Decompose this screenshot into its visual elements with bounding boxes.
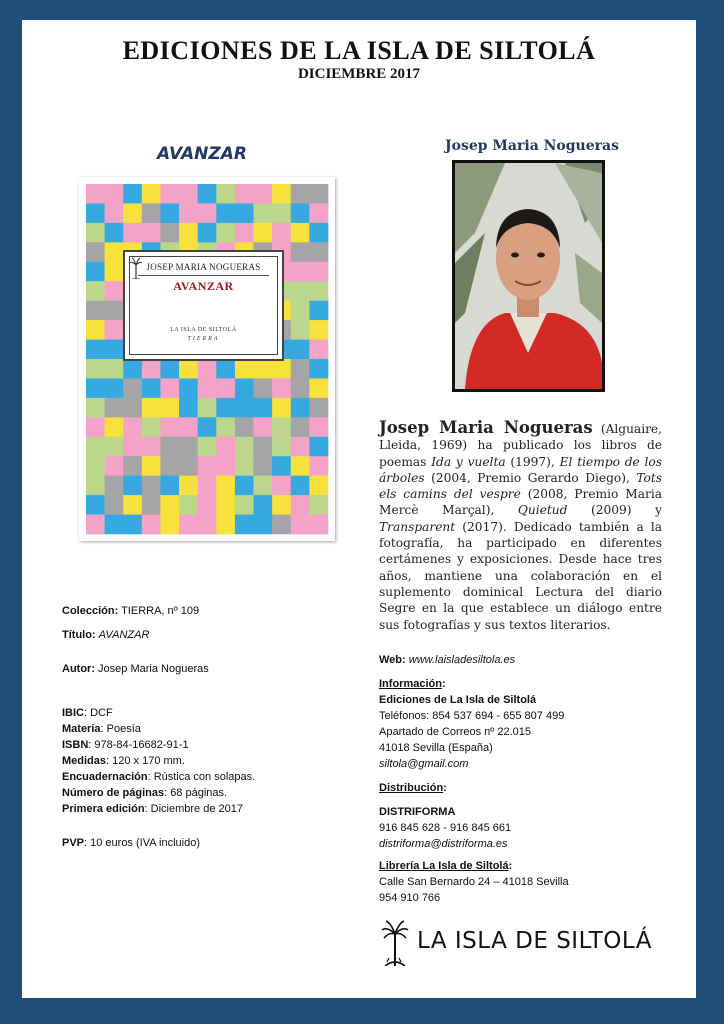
mosaic-tile — [272, 515, 291, 535]
mosaic-tile — [160, 437, 179, 457]
detail-label: Medidas — [62, 755, 107, 767]
bio-name: Josep Maria Nogueras — [379, 418, 593, 437]
mosaic-tile — [291, 262, 310, 282]
mosaic-tile — [272, 476, 291, 496]
mosaic-tile — [179, 437, 198, 457]
mosaic-tile — [291, 281, 310, 301]
mosaic-tile — [86, 515, 105, 535]
mosaic-tile — [291, 320, 310, 340]
detail-label: Autor: — [62, 663, 95, 675]
detail-pvp — [62, 835, 200, 851]
detail-value: : Rústica con solapas. — [147, 771, 256, 783]
mosaic-tile — [254, 184, 273, 204]
detail-value: : Poesía — [100, 723, 141, 735]
info-block: Información: Ediciones de La Isla de Siltolá Teléfonos: 854 537 694 - 655 807 499 Apartado de Correos nº 22.015 41018 Sevilla (España) siltola@gmail.com — [379, 678, 565, 770]
mosaic-tile — [216, 223, 235, 243]
mosaic-tile — [179, 378, 198, 398]
mosaic-tile — [105, 301, 124, 321]
mosaic-tile — [291, 476, 310, 496]
info-heading: Información — [379, 678, 442, 690]
mosaic-tile — [309, 476, 328, 496]
detail-ibic — [62, 705, 255, 721]
mosaic-tile — [86, 378, 105, 398]
mosaic-tile — [142, 223, 161, 243]
bio-text: (2009) y — [567, 503, 662, 518]
mosaic-tile — [235, 456, 254, 476]
mosaic-tile — [86, 184, 105, 204]
detail-value: : 10 euros (IVA incluido) — [84, 837, 200, 849]
mosaic-tile — [309, 203, 328, 223]
author-heading: Josep Maria Nogueras — [445, 138, 619, 154]
mosaic-tile — [160, 223, 179, 243]
mosaic-tile — [123, 378, 142, 398]
mosaic-tile — [142, 515, 161, 535]
mosaic-tile — [198, 495, 217, 515]
mosaic-tile — [105, 456, 124, 476]
detail-author — [62, 661, 209, 677]
cover-title: AVANZAR — [173, 279, 234, 293]
mosaic-tile — [254, 437, 273, 457]
mosaic-tile — [142, 437, 161, 457]
mosaic-tile — [309, 301, 328, 321]
mosaic-tile — [105, 398, 124, 418]
mosaic-tile — [179, 476, 198, 496]
detail-value: : DCF — [84, 707, 113, 719]
mosaic-tile — [291, 515, 310, 535]
detail-label: ISBN — [62, 739, 89, 751]
mosaic-tile — [272, 223, 291, 243]
mosaic-tile — [309, 495, 328, 515]
detail-materia — [62, 721, 255, 737]
cover-label-frame — [129, 256, 278, 355]
mosaic-tile — [142, 417, 161, 437]
mosaic-tile — [142, 184, 161, 204]
mosaic-tile — [309, 223, 328, 243]
mosaic-tile — [254, 417, 273, 437]
author-bio — [379, 420, 662, 633]
mosaic-tile — [198, 437, 217, 457]
cover-divider — [138, 275, 269, 276]
mosaic-tile — [123, 184, 142, 204]
cover-label — [123, 250, 284, 361]
mosaic-tile — [198, 398, 217, 418]
mosaic-tile — [291, 398, 310, 418]
mosaic-tile — [291, 242, 310, 262]
mosaic-tile — [123, 456, 142, 476]
mosaic-tile — [216, 515, 235, 535]
mosaic-tile — [272, 437, 291, 457]
mosaic-tile — [86, 359, 105, 379]
detail-paginas — [62, 785, 255, 801]
mosaic-tile — [123, 203, 142, 223]
mosaic-tile — [160, 515, 179, 535]
mosaic-tile — [160, 456, 179, 476]
detail-title — [62, 627, 149, 643]
mosaic-tile — [254, 378, 273, 398]
mosaic-tile — [198, 456, 217, 476]
mosaic-tile — [291, 340, 310, 360]
mosaic-tile — [160, 398, 179, 418]
mosaic-tile — [254, 359, 273, 379]
info-po-box: Apartado de Correos nº 22.015 — [379, 726, 532, 738]
mosaic-tile — [105, 184, 124, 204]
detail-spec-list — [62, 705, 255, 817]
mosaic-tile — [235, 223, 254, 243]
detail-collection — [62, 603, 199, 619]
detail-label: Encuadernación — [62, 771, 148, 783]
mosaic-tile — [235, 184, 254, 204]
mosaic-tile — [309, 340, 328, 360]
mosaic-tile — [86, 242, 105, 262]
mosaic-tile — [160, 495, 179, 515]
mosaic-tile — [86, 320, 105, 340]
mosaic-tile — [272, 398, 291, 418]
mosaic-tile — [272, 359, 291, 379]
mosaic-tile — [216, 359, 235, 379]
mosaic-tile — [216, 203, 235, 223]
mosaic-tile — [272, 417, 291, 437]
mosaic-tile — [160, 378, 179, 398]
mosaic-tile — [235, 476, 254, 496]
detail-isbn — [62, 737, 255, 753]
bookshop-block: Librería La Isla de Siltolá: Calle San Bernardo 24 – 41018 Sevilla 954 910 766 — [379, 860, 569, 904]
mosaic-tile — [160, 417, 179, 437]
mosaic-tile — [291, 495, 310, 515]
mosaic-tile — [198, 417, 217, 437]
mosaic-tile — [291, 456, 310, 476]
mosaic-tile — [142, 456, 161, 476]
logo-text: LA ISLA DE SILTOLÁ — [417, 928, 652, 954]
distribution-email[interactable]: distriforma@distriforma.es — [379, 838, 508, 850]
mosaic-tile — [309, 262, 328, 282]
mosaic-tile — [254, 223, 273, 243]
mosaic-tile — [198, 515, 217, 535]
mosaic-tile — [179, 417, 198, 437]
mosaic-tile — [105, 242, 124, 262]
mosaic-tile — [291, 184, 310, 204]
web-link[interactable]: www.laisladesiltola.es — [408, 654, 516, 666]
mosaic-tile — [235, 495, 254, 515]
mosaic-tile — [123, 476, 142, 496]
mosaic-tile — [179, 203, 198, 223]
bio-text: (2017). Dedicado también a la fotografía, ha participado en diferentes certámenes y exposiciones. Desde hace tres años, mantiene una colaboración en el suplemento dominical Lectura del diario Segre en la que establece un diálogo entre sus fotografías y sus textos literarios. — [379, 519, 662, 632]
bio-work-title: Ida y vuelta — [431, 454, 506, 469]
mosaic-tile — [86, 476, 105, 496]
mosaic-tile — [123, 515, 142, 535]
mosaic-tile — [254, 203, 273, 223]
book-heading: AVANZAR — [157, 144, 247, 164]
mosaic-tile — [254, 495, 273, 515]
mosaic-tile — [105, 262, 124, 282]
detail-label: Primera edición — [62, 803, 145, 815]
mosaic-tile — [235, 398, 254, 418]
mosaic-tile — [198, 476, 217, 496]
bookshop-address: Calle San Bernardo 24 – 41018 Sevilla — [379, 876, 569, 888]
mosaic-tile — [105, 495, 124, 515]
page-date: DICIEMBRE 2017 — [297, 66, 421, 82]
mosaic-tile — [198, 378, 217, 398]
mosaic-tile — [179, 184, 198, 204]
mosaic-tile — [142, 398, 161, 418]
bio-work-title: Tots els camins del vespre — [379, 470, 662, 502]
mosaic-tile — [198, 359, 217, 379]
mosaic-tile — [105, 223, 124, 243]
detail-value: TIERRA, nº 109 — [118, 605, 200, 617]
mosaic-tile — [216, 437, 235, 457]
mosaic-tile — [86, 495, 105, 515]
mosaic-tile — [179, 515, 198, 535]
detail-value: Josep Maria Nogueras — [95, 663, 209, 675]
web-line — [379, 652, 515, 668]
mosaic-tile — [86, 398, 105, 418]
detail-label: Título: — [62, 629, 96, 641]
cover-author: JOSEP MARIA NOGUERAS — [146, 262, 261, 272]
mosaic-tile — [291, 417, 310, 437]
mosaic-tile — [86, 203, 105, 223]
mosaic-tile — [105, 359, 124, 379]
mosaic-tile — [235, 515, 254, 535]
mosaic-tile — [291, 437, 310, 457]
mosaic-tile — [86, 301, 105, 321]
book-cover — [79, 177, 335, 541]
mosaic-tile — [216, 378, 235, 398]
mosaic-tile — [291, 359, 310, 379]
detail-label: Materia — [62, 723, 101, 735]
mosaic-tile — [142, 378, 161, 398]
mosaic-tile — [216, 184, 235, 204]
bio-text: (2004, Premio Gerardo Diego), — [424, 470, 637, 485]
mosaic-tile — [235, 378, 254, 398]
mosaic-tile — [123, 359, 142, 379]
mosaic-tile — [123, 223, 142, 243]
detail-value: AVANZAR — [98, 629, 150, 641]
mosaic-tile — [272, 456, 291, 476]
mosaic-tile — [105, 515, 124, 535]
info-name: Ediciones de La Isla de Siltolá — [379, 694, 537, 706]
distribution-phones: 916 845 628 - 916 845 661 — [379, 822, 512, 834]
mosaic-tile — [216, 476, 235, 496]
mosaic-tile — [105, 437, 124, 457]
mosaic-tile — [179, 359, 198, 379]
bookshop-heading: Librería La Isla de Siltolá — [379, 860, 509, 872]
mosaic-tile — [309, 456, 328, 476]
mosaic-tile — [272, 378, 291, 398]
palm-tree-icon — [130, 257, 142, 279]
mosaic-tile — [86, 417, 105, 437]
mosaic-tile — [216, 456, 235, 476]
distribution-block: Distribución: DISTRIFORMA 916 845 628 - 916 845 661 distriforma@distriforma.es — [379, 782, 512, 850]
mosaic-tile — [86, 281, 105, 301]
mosaic-tile — [123, 437, 142, 457]
mosaic-tile — [179, 223, 198, 243]
detail-label: Colección: — [62, 605, 119, 617]
cover-collection: TIERRA — [187, 336, 220, 342]
mosaic-tile — [198, 184, 217, 204]
mosaic-tile — [235, 359, 254, 379]
mosaic-tile — [179, 456, 198, 476]
mosaic-tile — [198, 223, 217, 243]
mosaic-tile — [123, 417, 142, 437]
palm-tree-icon — [381, 920, 409, 966]
mosaic-tile — [254, 456, 273, 476]
mosaic-tile — [160, 184, 179, 204]
info-phones: Teléfonos: 854 537 694 - 655 807 499 — [379, 710, 565, 722]
cover-publisher: LA ISLA DE SILTOLÁ — [170, 327, 237, 333]
mosaic-tile — [272, 203, 291, 223]
mosaic-tile — [123, 398, 142, 418]
mosaic-tile — [105, 378, 124, 398]
bio-work-title: El tiempo de los árboles — [379, 454, 662, 485]
author-photo — [452, 160, 605, 392]
mosaic-tile — [198, 203, 217, 223]
mosaic-tile — [291, 223, 310, 243]
mosaic-tile — [142, 476, 161, 496]
mosaic-tile — [272, 495, 291, 515]
mosaic-tile — [216, 398, 235, 418]
mosaic-tile — [86, 437, 105, 457]
mosaic-tile — [216, 495, 235, 515]
mosaic-tile — [291, 301, 310, 321]
mosaic-tile — [309, 398, 328, 418]
publisher-logo — [377, 918, 677, 968]
mosaic-tile — [179, 495, 198, 515]
mosaic-tile — [309, 242, 328, 262]
info-email[interactable]: siltola@gmail.com — [379, 758, 469, 770]
mosaic-tile — [160, 476, 179, 496]
mosaic-tile — [105, 320, 124, 340]
mosaic-tile — [86, 223, 105, 243]
page-sheet — [22, 20, 696, 998]
detail-value: : 120 x 170 mm. — [106, 755, 185, 767]
mosaic-tile — [105, 281, 124, 301]
bio-work-title: Quietud — [517, 503, 568, 518]
mosaic-tile — [86, 340, 105, 360]
detail-label: Número de páginas — [62, 787, 165, 799]
mosaic-tile — [105, 417, 124, 437]
detail-medidas — [62, 753, 255, 769]
mosaic-tile — [142, 495, 161, 515]
bookshop-phone: 954 910 766 — [379, 892, 441, 904]
page-title: EDICIONES DE LA ISLA DE SILTOLÁ — [122, 36, 596, 65]
bio-text: (Alguaire, Lleida, 1969) ha publicado los libros de poemas — [379, 422, 662, 469]
detail-label: IBIC — [62, 707, 84, 719]
mosaic-tile — [309, 515, 328, 535]
detail-value: : Diciembre de 2017 — [144, 803, 243, 815]
info-city: 41018 Sevilla (España) — [379, 742, 493, 754]
mosaic-tile — [309, 184, 328, 204]
mosaic-tile — [86, 456, 105, 476]
detail-edicion — [62, 801, 255, 817]
mosaic-tile — [309, 417, 328, 437]
mosaic-tile — [216, 417, 235, 437]
mosaic-tile — [142, 359, 161, 379]
mosaic-tile — [291, 378, 310, 398]
distribution-name: DISTRIFORMA — [379, 806, 456, 818]
mosaic-tile — [86, 262, 105, 282]
detail-encuadernacion — [62, 769, 255, 785]
detail-label: PVP — [62, 837, 85, 849]
mosaic-tile — [309, 437, 328, 457]
mosaic-tile — [235, 203, 254, 223]
mosaic-tile — [309, 359, 328, 379]
mosaic-tile — [179, 398, 198, 418]
mosaic-tile — [254, 398, 273, 418]
mosaic-tile — [235, 437, 254, 457]
mosaic-tile — [142, 203, 161, 223]
mosaic-tile — [254, 515, 273, 535]
mosaic-tile — [309, 281, 328, 301]
mosaic-tile — [105, 340, 124, 360]
distribution-heading: Distribución — [379, 782, 444, 794]
mosaic-tile — [254, 476, 273, 496]
bio-text: (1997), — [505, 454, 560, 469]
bio-text: (2008, Premio Maria Mercè Marçal), — [379, 487, 662, 518]
mosaic-tile — [309, 378, 328, 398]
mosaic-tile — [309, 320, 328, 340]
mosaic-tile — [105, 476, 124, 496]
mosaic-tile — [160, 359, 179, 379]
mosaic-tile — [235, 417, 254, 437]
detail-value: : 68 páginas. — [164, 787, 228, 799]
mosaic-tile — [123, 495, 142, 515]
mosaic-tile — [272, 184, 291, 204]
mosaic-tile — [160, 203, 179, 223]
mosaic-tile — [291, 203, 310, 223]
detail-value: : 978-84-16682-91-1 — [88, 739, 189, 751]
bio-work-title: Transparent — [379, 519, 456, 534]
mosaic-tile — [105, 203, 124, 223]
web-label: Web: — [379, 654, 406, 666]
